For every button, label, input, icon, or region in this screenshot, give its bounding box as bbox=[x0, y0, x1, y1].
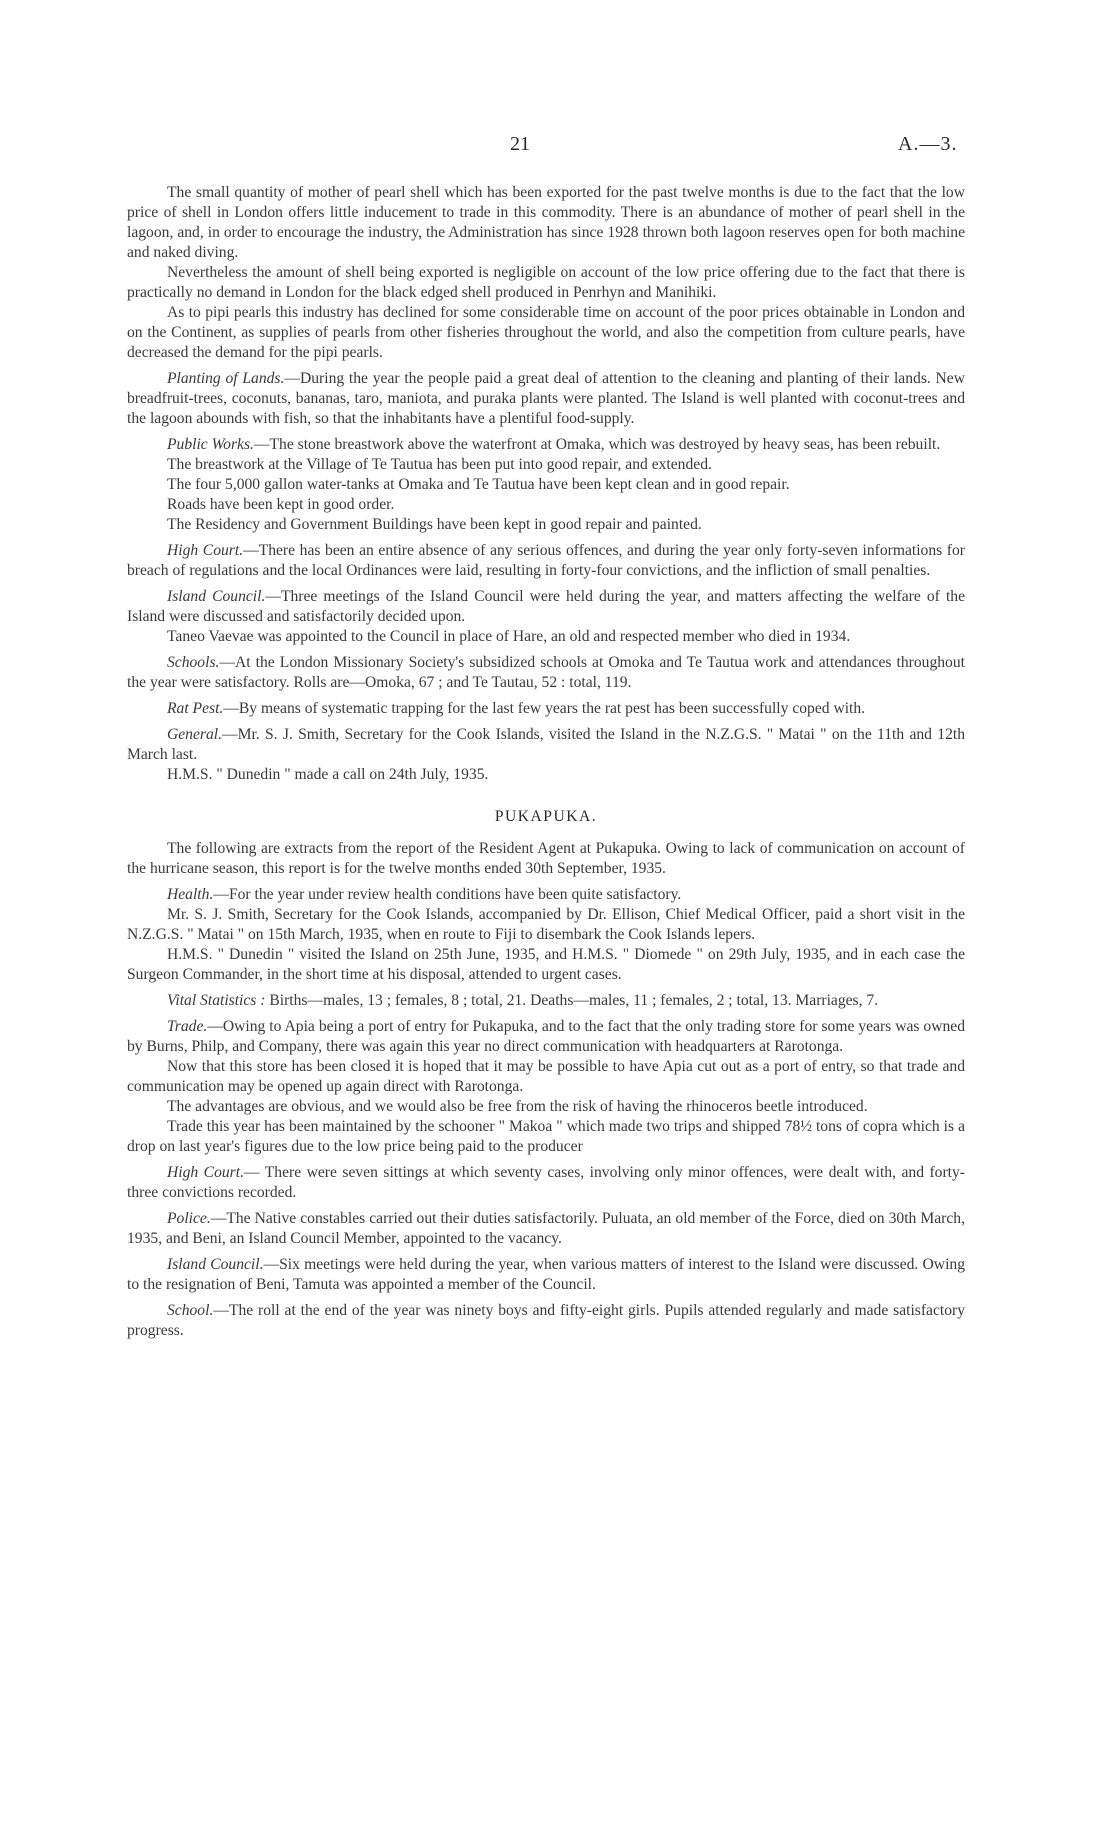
paragraph-text: —The stone breastwork above the waterfront at Omaka, which was destroyed by heavy seas, has been rebuilt. bbox=[253, 436, 941, 453]
paragraph bbox=[127, 627, 965, 647]
paragraph-text: The four 5,000 gallon water-tanks at Omaka and Te Tautua have been kept clean and in good repair. bbox=[167, 476, 790, 493]
paragraph-text: —During the year the people paid a great deal of attention to the cleaning and planting of their lands. New breadfruit-trees, coconuts, bananas, taro, maniota, and puraka plants were planted. The Island is well planted with coconut-trees and the lagoon abounds with fish, so that the inhabitants have a plentiful food-supply. bbox=[127, 370, 965, 427]
paragraph-text: —Six meetings were held during the year, when various matters of interest to the Island were discussed. Owing to the resignation of Beni, Tamuta was appointed a member of the Council. bbox=[127, 1256, 965, 1293]
paragraph-text: —Mr. S. J. Smith, Secretary for the Cook Islands, visited the Island in the N.Z.G.S. " Matai " on the 11th and 12th March last. bbox=[127, 726, 965, 763]
paragraph bbox=[127, 839, 965, 879]
paragraph-text: H.M.S. " Dunedin " made a call on 24th July, 1935. bbox=[167, 766, 489, 783]
paragraph-text: Mr. S. J. Smith, Secretary for the Cook Islands, accompanied by Dr. Ellison, Chief Medical Officer, paid a short visit in the N.Z.G.S. " Matai " on 15th March, 1935, when en route to Fiji to disembark the Cook Islands lepers. bbox=[127, 906, 965, 943]
paragraph-text: The breastwork at the Village of Te Tautua has been put into good repair, and extended. bbox=[167, 456, 712, 473]
paragraph-heading: General. bbox=[167, 726, 222, 743]
paragraph bbox=[127, 1209, 965, 1249]
paragraph-heading: Trade. bbox=[167, 1018, 208, 1035]
paragraph bbox=[127, 455, 965, 475]
paragraph-heading: Health. bbox=[167, 886, 214, 903]
paragraph bbox=[127, 1057, 965, 1097]
paragraph-heading: High Court. bbox=[167, 542, 244, 559]
paragraph bbox=[127, 945, 965, 985]
paragraph-text: — There were seven sittings at which seventy cases, involving only minor offences, were dealt with, and forty-three convictions recorded. bbox=[127, 1164, 965, 1201]
paragraph-text: As to pipi pearls this industry has declined for some considerable time on account of the poor prices obtainable in London and on the Continent, as supplies of pearls from other fisheries throughout the world, and also the competition from culture pearls, have decreased the demand for the pipi pearls. bbox=[127, 304, 965, 361]
paragraph-text: Taneo Vaevae was appointed to the Council in place of Hare, an old and respected member who died in 1934. bbox=[167, 628, 851, 645]
paragraph-text: —Owing to Apia being a port of entry for Pukapuka, and to the fact that the only trading store for some years was owned by Burns, Philp, and Company, there was again this year no direct communication with headquarters at Rarotonga. bbox=[127, 1018, 965, 1055]
paragraph bbox=[127, 885, 965, 905]
paragraph-text: —By means of systematic trapping for the last few years the rat pest has been successfully coped with. bbox=[223, 700, 866, 717]
paragraph-text: Now that this store has been closed it is hoped that it may be possible to have Apia cut out as a port of entry, so that trade and communication may be opened up again direct with Rarotonga. bbox=[127, 1058, 965, 1095]
paragraph-text: Roads have been kept in good order. bbox=[167, 496, 395, 513]
paragraph bbox=[127, 1301, 965, 1341]
paragraph bbox=[127, 369, 965, 429]
paragraph-text: Trade this year has been maintained by the schooner " Makoa " which made two trips and shipped 78½ tons of copra which is a drop on last year's figures due to the low price being paid to the producer bbox=[127, 1118, 965, 1155]
paragraph-text: The following are extracts from the report of the Resident Agent at Pukapuka. Owing to lack of communication on account of the hurricane season, this report is for the twelve months ended 30th September, 1935. bbox=[127, 840, 965, 877]
paragraph-heading: Vital Statistics : bbox=[167, 992, 266, 1009]
paragraph bbox=[127, 765, 965, 785]
paragraph bbox=[127, 587, 965, 627]
paragraph bbox=[127, 1117, 965, 1157]
paragraph-heading: Planting of Lands. bbox=[167, 370, 285, 387]
paragraph bbox=[127, 475, 965, 495]
paragraph-heading: Police. bbox=[167, 1210, 211, 1227]
paragraph bbox=[127, 1163, 965, 1203]
paragraph-text: —At the London Missionary Society's subsidized schools at Omoka and Te Tautua work and attendances throughout the year were satisfactory. Rolls are—Omoka, 67 ; and Te Tautau, 52 : total, 119. bbox=[127, 654, 965, 691]
section-penrhyn-report bbox=[127, 183, 965, 785]
paragraph-text: —The roll at the end of the year was ninety boys and fifty-eight girls. Pupils attended regularly and made satisfactory progress. bbox=[127, 1302, 965, 1339]
paragraph bbox=[127, 495, 965, 515]
page-number: 21 bbox=[510, 133, 530, 155]
paragraph bbox=[127, 263, 965, 303]
paragraph bbox=[127, 435, 965, 455]
paragraph bbox=[127, 541, 965, 581]
paragraph-text: Nevertheless the amount of shell being exported is negligible on account of the low price offering due to the fact that there is practically no demand in London for the black edged shell produced in Penrhyn and Manihiki. bbox=[127, 264, 965, 301]
paragraph-text: The advantages are obvious, and we would also be free from the risk of having the rhinoceros beetle introduced. bbox=[167, 1098, 868, 1115]
paragraph-heading: School. bbox=[167, 1302, 214, 1319]
paragraph bbox=[127, 183, 965, 263]
paragraph bbox=[127, 303, 965, 363]
paragraph-text: H.M.S. " Dunedin " visited the Island on 25th June, 1935, and H.M.S. " Diomede " on 29th July, 1935, and in each case the Surgeon Commander, in the short time at his disposal, attended to urgent cases. bbox=[127, 946, 965, 983]
paragraph-heading: Schools. bbox=[167, 654, 220, 671]
section-title-pukapuka: PUKAPUKA. bbox=[494, 808, 598, 825]
paragraph-heading: Public Works. bbox=[167, 436, 254, 453]
paragraph bbox=[127, 905, 965, 945]
paragraph-text: —For the year under review health conditions have been quite satisfactory. bbox=[213, 886, 682, 903]
paragraph-heading: High Court. bbox=[167, 1164, 244, 1181]
paragraph-text: —There has been an entire absence of any serious offences, and during the year only forty-seven informations for breach of regulations and the local Ordinances were laid, resulting in forty-four convictions, and the infliction of small penalties. bbox=[127, 542, 965, 579]
paragraph bbox=[127, 991, 965, 1011]
section-pukapuka-report bbox=[127, 839, 965, 1341]
paragraph-heading: Island Council. bbox=[167, 1256, 264, 1273]
paragraph-text: —The Native constables carried out their duties satisfactorily. Puluata, an old member of the Force, died on 30th March, 1935, and Beni, an Island Council Member, appointed to the vacancy. bbox=[127, 1210, 965, 1247]
paragraph-text: The small quantity of mother of pearl shell which has been exported for the past twelve months is due to the fact that the low price of shell in London offers little inducement to trade in this commodity. There is an abundance of mother of pearl shell in the lagoon, and, in order to encourage the industry, the Administration has since 1928 thrown both lagoon reserves open for both machine and naked diving. bbox=[127, 184, 965, 261]
paragraph bbox=[127, 1097, 965, 1117]
document-reference: A.—3. bbox=[898, 133, 958, 155]
paragraph bbox=[127, 725, 965, 765]
paragraph-heading: Rat Pest. bbox=[167, 700, 224, 717]
paragraph bbox=[127, 1255, 965, 1295]
paragraph bbox=[127, 515, 965, 535]
paragraph bbox=[127, 653, 965, 693]
paragraph-text: The Residency and Government Buildings have been kept in good repair and painted. bbox=[167, 516, 702, 533]
paragraph bbox=[127, 1017, 965, 1057]
paragraph-text: Births—males, 13 ; females, 8 ; total, 21. Deaths—males, 11 ; females, 2 ; total, 13. Marriages, 7. bbox=[265, 992, 879, 1009]
paragraph-heading: Island Council. bbox=[167, 588, 266, 605]
paragraph bbox=[127, 699, 965, 719]
page-header bbox=[0, 133, 1114, 163]
document-body bbox=[127, 183, 965, 1347]
paragraph-text: —Three meetings of the Island Council were held during the year, and matters affecting the welfare of the Island were discussed and satisfactorily decided upon. bbox=[127, 588, 965, 625]
